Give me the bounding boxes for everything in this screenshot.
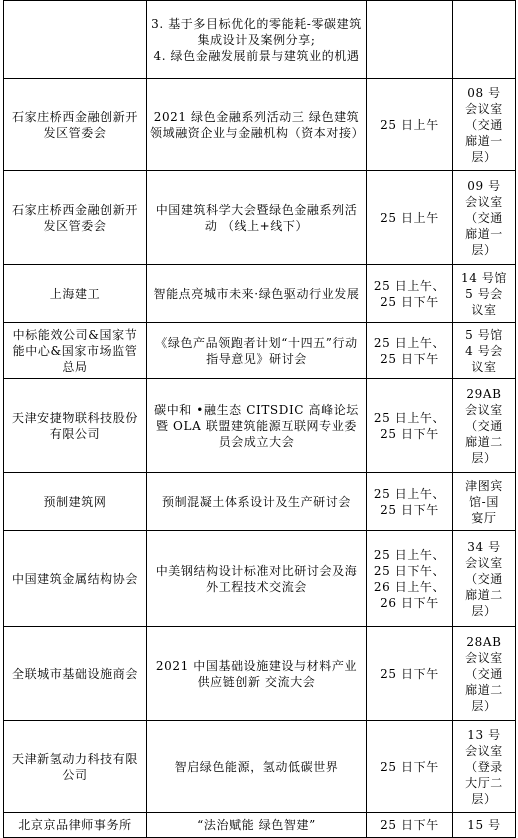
room-line: 廊道二 [465,682,503,697]
table-row [4,813,516,838]
room-line: 5 号会 [465,286,503,301]
time-cell [367,627,453,721]
time-line: 25 日下午 [380,351,439,366]
event-line: 智能点亮城市未来·绿色驱动行业发展 [153,286,360,301]
room-line: 馆-国 [469,494,499,509]
event-line: 碳中和 •融生态 CITSDIC 高峰论坛 暨 OLA 联盟建筑能源互联网专业委员会成立大会 [154,402,359,449]
room-line: （交通 [465,571,503,586]
time-line: 25 日下午 [380,502,439,517]
organizer-cell [4,1,147,79]
room-cell [453,265,516,323]
time-cell [367,265,453,323]
event-cell [147,721,367,813]
organizer-text: 石家庄桥西金融创新开发区管委会 [11,202,138,233]
time-cell [367,473,453,531]
table-row [4,721,516,813]
event-line: 3. 基于多目标优化的零能耗-零碳建筑集成设计及案例分享; [151,16,362,47]
room-cell [453,813,516,838]
room-line: 议室 [471,302,497,317]
time-cell [367,531,453,627]
organizer-text: 上海建工 [49,286,101,301]
room-line: 议室 [471,359,497,374]
time-line: 25 日上午、 [373,335,446,350]
organizer-cell [4,473,147,531]
event-cell [147,1,367,79]
event-cell [147,531,367,627]
room-line: （交通 [465,117,503,132]
time-line: 25 日上午 [380,210,439,225]
time-line: 25 日上午、 [373,486,446,501]
event-line: 智启绿色能源，氢动低碳世界 [174,759,339,774]
table-row [4,473,516,531]
organizer-cell [4,265,147,323]
room-line: 层） [471,242,497,257]
time-cell [367,1,453,79]
room-line: 14 号馆 [460,270,508,285]
event-cell [147,627,367,721]
organizer-text: 北京京品律师事务所 [18,818,132,832]
time-line: 25 日下午 [380,426,439,441]
room-line: 层） [471,698,497,713]
table-row [4,265,516,323]
schedule-table [3,0,516,838]
room-line: 5 号馆 [465,327,503,342]
event-cell [147,79,367,171]
room-line: 15 号 [467,818,501,832]
table-row [4,1,516,79]
organizer-text: 中国建筑金属结构协会 [11,571,138,586]
time-cell [367,323,453,379]
time-line: 25 日上午 [380,117,439,132]
time-line: 25 日上午、 [373,278,446,293]
event-cell [147,813,367,838]
time-line: 25 日下午 [380,666,439,681]
time-cell [367,79,453,171]
event-line: 中美钢结构设计标准对比研讨会及海外工程技术交流会 [155,563,358,594]
time-cell [367,813,453,838]
organizer-text: 天津安捷物联科技股份有限公司 [11,410,138,441]
table-row [4,531,516,627]
room-line: 大厅二 [465,775,503,790]
room-line: 廊道一 [465,226,503,241]
organizer-text: 中标能效公司&国家节能中心&国家市场监管总局 [12,327,138,374]
time-line: 25 日下午 [380,759,439,774]
room-line: （交通 [465,418,503,433]
organizer-text: 石家庄桥西金融创新开发区管委会 [11,109,138,140]
room-line: 08 号 [467,85,501,100]
room-line: （交通 [465,666,503,681]
room-line: 会议室 [465,101,503,116]
event-line: 预制混凝土体系设计及生产研讨会 [161,494,351,509]
room-line: 层） [471,791,497,806]
table-row [4,323,516,379]
organizer-cell [4,79,147,171]
room-line: （登录 [465,759,503,774]
room-line: 层） [471,450,497,465]
event-line: 2021 中国基础设施建设与材料产业供应链创新 交流大会 [155,658,358,689]
room-line: 09 号 [467,178,501,193]
event-cell [147,171,367,265]
event-line: 4. 绿色金融发展前景与建筑业的机遇 [153,48,360,63]
table-row [4,171,516,265]
table-row [4,379,516,473]
room-line: （交通 [465,210,503,225]
room-cell [453,171,516,265]
event-line: 2021 绿色金融系列活动三 绿色建筑领域融资企业与金融机构（资本对接） [150,109,365,140]
room-cell [453,627,516,721]
organizer-cell [4,531,147,627]
room-line: 津图宾 [465,478,503,493]
room-line: 4 号会 [465,343,503,358]
event-line: 中国建筑科学大会暨绿色金融系列活动 （线上+线下） [155,202,358,233]
room-cell [453,473,516,531]
time-cell [367,379,453,473]
time-line: 25 日上午、 [373,410,446,425]
event-cell [147,323,367,379]
time-line: 26 日下午 [380,595,439,610]
room-cell [453,323,516,379]
event-line: 《绿色产品领跑者计划“十四五”行动 指导意见》研讨会 [155,335,358,366]
organizer-cell [4,171,147,265]
time-line: 25 日下午 [380,818,439,832]
room-line: 廊道二 [465,434,503,449]
room-line: 层） [471,603,497,618]
organizer-cell [4,813,147,838]
table-row [4,627,516,721]
time-line: 25 日上午、 [373,547,446,562]
schedule-body [4,1,516,838]
room-line: 13 号 [467,727,501,742]
organizer-cell [4,379,147,473]
organizer-text: 预制建筑网 [43,494,107,509]
organizer-cell [4,721,147,813]
organizer-cell [4,627,147,721]
organizer-cell [4,323,147,379]
time-line: 25 日下午、 [373,563,446,578]
event-line: “法治赋能 绿色智建” [197,818,316,832]
table-row [4,79,516,171]
room-cell [453,531,516,627]
time-line: 26 日上午、 [373,579,446,594]
room-line: 会议室 [465,194,503,209]
time-cell [367,171,453,265]
room-line: 29AB [466,386,502,401]
room-line: 28AB [466,634,502,649]
room-cell [453,379,516,473]
room-cell [453,1,516,79]
room-cell [453,79,516,171]
room-line: 会议室 [465,743,503,758]
room-line: 34 号 [467,539,501,554]
room-line: 会议室 [465,402,503,417]
room-line: 廊道一 [465,133,503,148]
organizer-text: 天津新氢动力科技有限公司 [11,751,138,782]
event-cell [147,473,367,531]
room-line: 会议室 [465,555,503,570]
time-line: 25 日下午 [380,294,439,309]
room-cell [453,721,516,813]
event-cell [147,265,367,323]
room-line: 廊道二 [465,587,503,602]
event-cell [147,379,367,473]
time-cell [367,721,453,813]
organizer-text: 全联城市基础设施商会 [11,666,138,681]
room-line: 宴厅 [471,510,497,525]
room-line: 层） [471,149,497,164]
room-line: 会议室 [465,650,503,665]
